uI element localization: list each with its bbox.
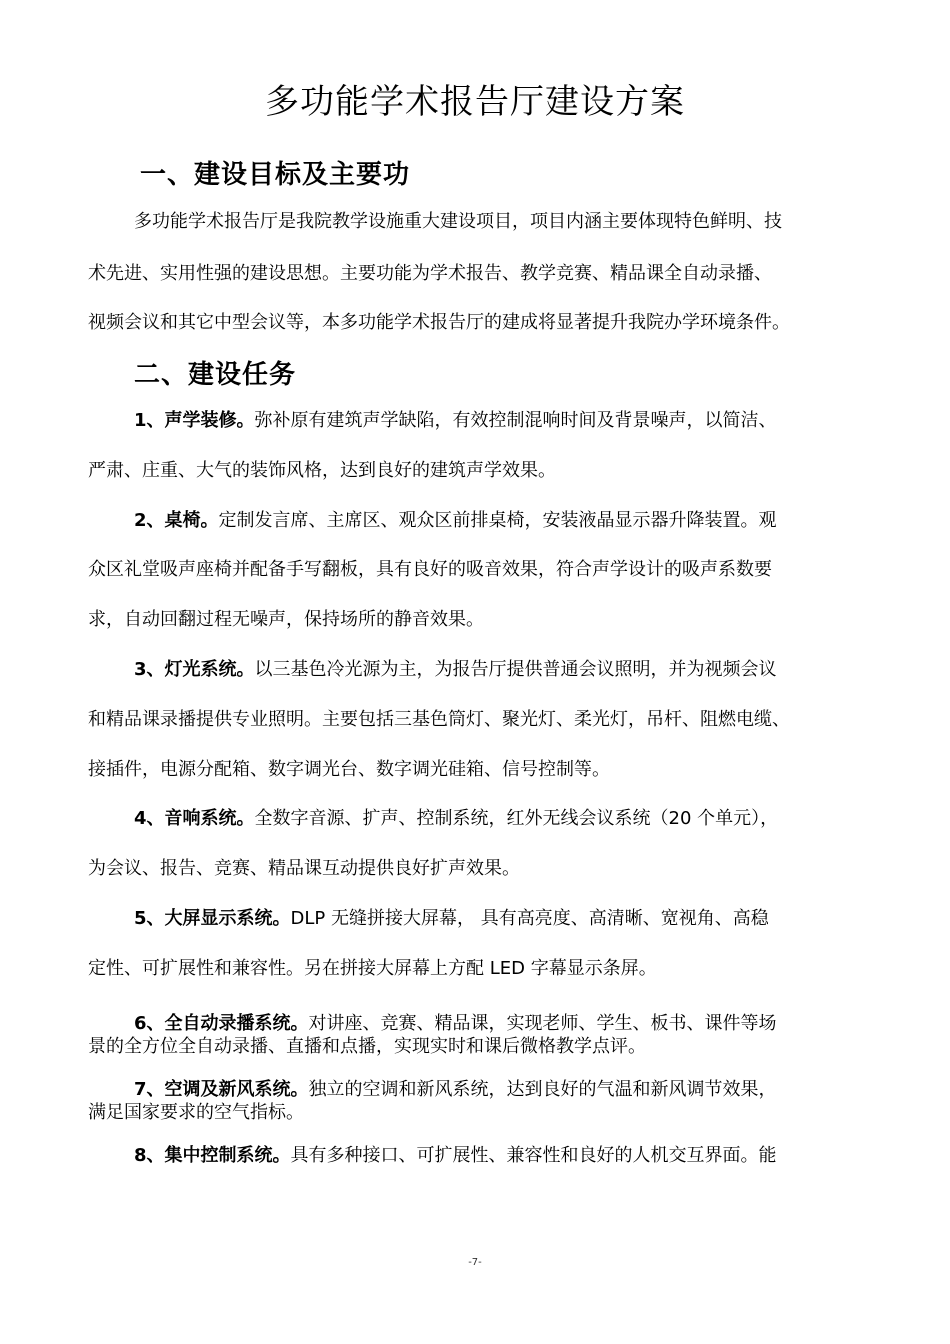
task-item-2 [134, 506, 878, 532]
page-number: -7- [468, 1257, 482, 1268]
task-item-continuation: 定性、可扩展性和兼容性。另在拼接大屏幕上方配 LED 字幕显示条屏。 [88, 958, 657, 979]
section1-paragraph-line: 多功能学术报告厅是我院教学设施重大建设项目，项目内涵主要体现特色鲜明、技 [134, 211, 782, 232]
task-item-8 [134, 1141, 878, 1167]
section1-paragraph-line: 视频会议和其它中型会议等，本多功能学术报告厅的建成将显著提升我院办学环境条件。 [88, 312, 790, 333]
task-item-continuation: 严肃、庄重、大气的装饰风格，达到良好的建筑声学效果。 [88, 460, 556, 481]
task-item-lead: 1、声学装修。 [134, 410, 255, 431]
task-item-text: 全数字音源、扩声、控制系统，红外无线会议系统（20 个单元）， [254, 808, 779, 829]
task-item-continuation: 接插件，电源分配箱、数字调光台、数字调光硅箱、信号控制等。 [88, 759, 610, 780]
section1-paragraph-line: 术先进、实用性强的建设思想。主要功能为学术报告、教学竞赛、精品课全自动录播、 [88, 263, 772, 284]
task-item-3 [134, 655, 878, 681]
task-item-continuation: 满足国家要求的空气指标。 [88, 1102, 304, 1123]
task-item-lead: 7、空调及新风系统。 [134, 1079, 309, 1100]
task-item-1 [134, 406, 878, 432]
task-item-5 [134, 904, 878, 930]
task-item-lead: 3、灯光系统。 [134, 659, 255, 680]
task-item-text: 对讲座、竞赛、精品课，实现老师、学生、板书、课件等场 [308, 1013, 777, 1034]
task-item-text: 定制发言席、主席区、观众区前排桌椅，安装液晶显示器升降装置。观 [218, 510, 777, 531]
task-item-lead: 8、集中控制系统。 [134, 1145, 291, 1166]
task-item-text: DLP 无缝拼接大屏幕， 具有高亮度、高清晰、宽视角、高稳 [290, 908, 769, 929]
section1-heading: 一、建设目标及主要功 [140, 160, 411, 190]
task-item-lead: 2、桌椅。 [134, 510, 219, 531]
task-item-4 [134, 804, 878, 830]
task-item-lead: 6、全自动录播系统。 [134, 1013, 309, 1034]
section2-heading: 二、建设任务 [134, 360, 297, 390]
task-item-lead: 4、音响系统。 [134, 808, 255, 829]
task-item-continuation: 景的全方位全自动录播、直播和点播，实现实时和课后微格教学点评。 [88, 1036, 646, 1057]
task-item-text: 独立的空调和新风系统，达到良好的气温和新风调节效果， [308, 1079, 777, 1100]
task-item-text: 具有多种接口、可扩展性、兼容性和良好的人机交互界面。能 [290, 1145, 777, 1166]
task-item-continuation: 为会议、报告、竞赛、精品课互动提供良好扩声效果。 [88, 858, 520, 879]
task-item-text: 弥补原有建筑声学缺陷，有效控制混响时间及背景噪声，以简洁、 [254, 410, 777, 431]
document-title: 多功能学术报告厅建设方案 [265, 82, 685, 122]
task-item-continuation: 和精品课录播提供专业照明。主要包括三基色筒灯、聚光灯、柔光灯，吊杆、阻燃电缆、 [88, 709, 790, 730]
task-item-continuation: 众区礼堂吸声座椅并配备手写翻板，具有良好的吸音效果，符合声学设计的吸声系数要 [88, 559, 772, 580]
task-item-lead: 5、大屏显示系统。 [134, 908, 291, 929]
task-item-continuation: 求，自动回翻过程无噪声，保持场所的静音效果。 [88, 609, 484, 630]
task-item-text: 以三基色冷光源为主，为报告厅提供普通会议照明，并为视频会议 [254, 659, 777, 680]
